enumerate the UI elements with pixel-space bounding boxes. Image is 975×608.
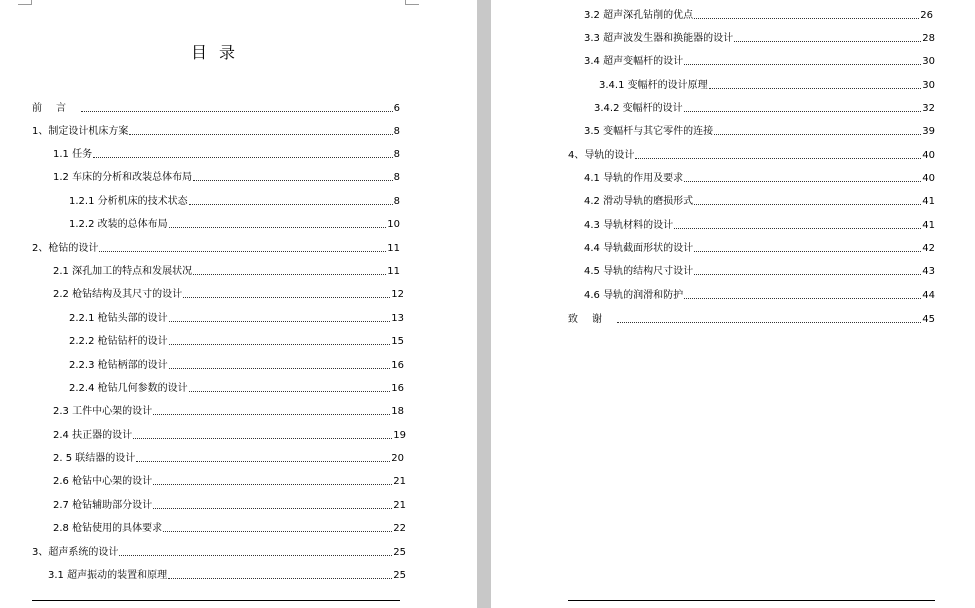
toc-entry-4-5[interactable] [584, 265, 935, 278]
toc-leader-dots [183, 289, 390, 298]
toc-leader-dots [169, 336, 391, 345]
toc-leader-dots [684, 173, 921, 182]
toc-entry-page: 21 [393, 500, 406, 511]
toc-entry-3-2[interactable] [584, 9, 933, 22]
toc-entry-label: 1、制定设计机床方案 [32, 126, 129, 137]
toc-entry-3-5[interactable] [584, 125, 935, 138]
toc-entry-label: 2.8 枪钻使用的具体要求 [53, 523, 163, 534]
toc-entry-page: 41 [922, 196, 935, 207]
toc-leader-dots [169, 219, 387, 228]
footer-rule [32, 600, 400, 601]
toc-entry-label: 2、枪钻的设计 [32, 243, 99, 254]
toc-entry-label: 2.1 深孔加工的特点和发展状况 [53, 266, 193, 277]
toc-leader-dots [153, 406, 390, 415]
toc-entry-page: 43 [922, 266, 935, 277]
toc-entry-label: 致谢 [568, 314, 616, 325]
toc-entry-label: 4.2 滑动导轨的磨损形式 [584, 196, 694, 207]
toc-entry-page: 19 [393, 430, 406, 441]
toc-entry-2-2-4[interactable] [69, 382, 404, 395]
toc-entry-label: 3.1 超声振动的装置和原理 [48, 570, 168, 581]
page-gutter [477, 0, 491, 608]
toc-entry-page: 8 [393, 172, 400, 183]
toc-entry-label: 4、导轨的设计 [568, 150, 635, 161]
toc-leader-dots [684, 56, 921, 65]
toc-entry-2-2-1[interactable] [69, 312, 404, 325]
toc-leader-dots [163, 523, 392, 532]
toc-leader-dots [153, 500, 392, 509]
toc-entry-label: 2.7 枪钻辅助部分设计 [53, 500, 153, 511]
toc-entry-page: 32 [922, 103, 935, 114]
toc-leader-dots [189, 383, 391, 392]
toc-entry-page: 15 [391, 336, 404, 347]
toc-leader-dots [129, 126, 392, 135]
toc-entry-page: 20 [391, 453, 404, 464]
toc-entry-page: 25 [393, 547, 406, 558]
toc-leader-dots [189, 196, 393, 205]
toc-entry-2-8[interactable] [53, 522, 406, 535]
toc-leader-dots [81, 103, 393, 112]
toc-leader-dots [734, 33, 921, 42]
toc-entry-1-2-2[interactable] [69, 218, 400, 231]
toc-entry-1-1[interactable] [53, 148, 400, 161]
toc-leader-dots [169, 360, 391, 369]
toc-entry-page: 21 [393, 476, 406, 487]
toc-entry-label: 4.5 导轨的结构尺寸设计 [584, 266, 694, 277]
toc-entry-page: 40 [922, 150, 935, 161]
toc-leader-dots [617, 314, 921, 323]
crop-mark-top-right [405, 0, 419, 5]
toc-entry-label: 2.2.3 枪钻柄部的设计 [69, 360, 168, 371]
toc-entry-label: 3.4.1 变幅杆的设计原理 [599, 80, 708, 91]
toc-leader-dots [136, 453, 390, 462]
toc-entry-page: 10 [387, 219, 400, 230]
toc-entry-label: 2.2.4 枪钻几何参数的设计 [69, 383, 188, 394]
toc-leader-dots [168, 570, 392, 579]
toc-entry-label: 2.2.2 枪钻钻杆的设计 [69, 336, 168, 347]
toc-entry-3-4[interactable] [584, 55, 935, 68]
toc-entry-label: 2.4 扶正器的设计 [53, 430, 133, 441]
toc-entry-label: 4.6 导轨的润滑和防护 [584, 290, 684, 301]
toc-entry-acknowledgements[interactable] [568, 313, 935, 326]
toc-entry-label: 2.2 枪钻结构及其尺寸的设计 [53, 289, 183, 300]
toc-entry-page: 6 [393, 103, 400, 114]
page-right [491, 0, 975, 608]
toc-entry-page: 41 [922, 220, 935, 231]
footer-rule [568, 600, 935, 601]
toc-entry-label: 前言 [32, 103, 80, 114]
toc-leader-dots [684, 103, 922, 112]
toc-entry-label: 4.3 导轨材料的设计 [584, 220, 674, 231]
toc-entry-2-3[interactable] [53, 405, 404, 418]
toc-entry-page: 28 [922, 33, 935, 44]
toc-entry-2-7[interactable] [53, 499, 406, 512]
toc-entry-4-1[interactable] [584, 172, 935, 185]
toc-entry-page: 30 [922, 56, 935, 67]
toc-entry-2-6[interactable] [53, 475, 406, 488]
toc-entry-label: 1.2 车床的分析和改装总体布局 [53, 172, 193, 183]
toc-leader-dots [694, 266, 921, 275]
toc-leader-dots [694, 196, 921, 205]
toc-entry-label: 3、超声系统的设计 [32, 547, 119, 558]
toc-entry-label: 1.2.1 分析机床的技术状态 [69, 196, 188, 207]
toc-leader-dots [93, 149, 393, 158]
toc-entry-page: 8 [393, 126, 400, 137]
toc-entry-1-2-1[interactable] [69, 195, 400, 208]
toc-entry-3-4-2[interactable] [594, 102, 935, 115]
toc-leader-dots [694, 243, 921, 252]
toc-entry-label: 4.4 导轨截面形状的设计 [584, 243, 694, 254]
toc-leader-dots [169, 313, 391, 322]
toc-entry-label: 3.3 超声波发生器和换能器的设计 [584, 33, 734, 44]
toc-entry-label: 2. 5 联结器的设计 [53, 453, 136, 464]
toc-entry-label: 3.2 超声深孔钻削的优点 [584, 10, 694, 21]
toc-entry-label: 3.4 超声变幅杆的设计 [584, 56, 684, 67]
toc-entry-page: 16 [391, 360, 404, 371]
toc-leader-dots [193, 266, 386, 275]
toc-entry-4-6[interactable] [584, 289, 935, 302]
toc-entry-label: 2.6 枪钻中心架的设计 [53, 476, 153, 487]
toc-entry-page: 22 [393, 523, 406, 534]
toc-entry-label: 2.3 工件中心架的设计 [53, 406, 153, 417]
toc-entry-page: 44 [922, 290, 935, 301]
toc-entry-1-2[interactable] [53, 171, 400, 184]
toc-entry-3-1[interactable] [48, 569, 406, 582]
toc-entry-page: 11 [387, 266, 400, 277]
toc-entry-label: 2.2.1 枪钻头部的设计 [69, 313, 168, 324]
toc-entry-page: 13 [391, 313, 404, 324]
toc-entry-page: 40 [922, 173, 935, 184]
toc-entry-4-4[interactable] [584, 242, 935, 255]
toc-entry-page: 16 [391, 383, 404, 394]
toc-entry-4-3[interactable] [584, 219, 935, 232]
crop-mark-top-left [18, 0, 32, 5]
toc-entry-3-4-1[interactable] [599, 79, 935, 92]
toc-entry-page: 8 [393, 196, 400, 207]
toc-leader-dots [709, 80, 922, 89]
toc-entry-page: 39 [922, 126, 935, 137]
toc-entry-chapter-4[interactable] [568, 149, 935, 162]
toc-entry-label: 3.4.2 变幅杆的设计 [594, 103, 683, 114]
toc-entry-chapter-2[interactable] [32, 242, 400, 255]
toc-entry-2-2-2[interactable] [69, 335, 404, 348]
toc-entry-label: 3.5 变幅杆与其它零件的连接 [584, 126, 714, 137]
toc-leader-dots [153, 476, 392, 485]
toc-entry-label: 1.2.2 改装的总体布局 [69, 219, 168, 230]
toc-entry-2-5[interactable] [53, 452, 404, 465]
toc-leader-dots [119, 547, 392, 556]
toc-leader-dots [694, 10, 919, 19]
toc-entry-page: 30 [922, 80, 935, 91]
toc-entry-preface[interactable] [32, 102, 400, 115]
toc-entry-2-1[interactable] [53, 265, 400, 278]
toc-entry-chapter-1[interactable] [32, 125, 400, 138]
toc-leader-dots [99, 243, 386, 252]
toc-leader-dots [674, 220, 921, 229]
toc-entry-page: 45 [922, 314, 935, 325]
toc-entry-page: 42 [922, 243, 935, 254]
toc-leader-dots [193, 172, 393, 181]
toc-entry-page: 26 [920, 10, 933, 21]
toc-entry-2-2[interactable] [53, 288, 404, 301]
toc-entry-3-3[interactable] [584, 32, 935, 45]
toc-entry-page: 8 [393, 149, 400, 160]
toc-entry-page: 18 [391, 406, 404, 417]
toc-leader-dots [635, 150, 921, 159]
page-left [0, 0, 477, 608]
toc-entry-2-4[interactable] [53, 429, 406, 442]
toc-entry-label: 1.1 任务 [53, 149, 93, 160]
toc-entry-label: 4.1 导轨的作用及要求 [584, 173, 684, 184]
toc-entry-page: 12 [391, 289, 404, 300]
toc-entry-page: 25 [393, 570, 406, 581]
toc-leader-dots [133, 430, 392, 439]
toc-title: 目录 [190, 43, 247, 62]
toc-entry-4-2[interactable] [584, 195, 935, 208]
toc-entry-page: 11 [387, 243, 400, 254]
toc-entry-2-2-3[interactable] [69, 359, 404, 372]
toc-entry-chapter-3[interactable] [32, 546, 406, 559]
toc-leader-dots [714, 126, 921, 135]
toc-leader-dots [684, 290, 921, 299]
